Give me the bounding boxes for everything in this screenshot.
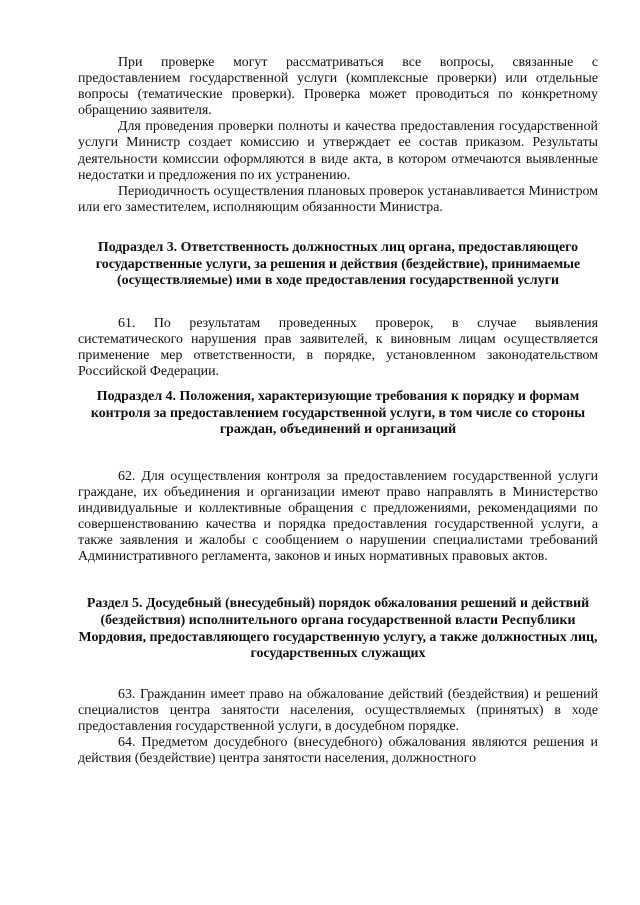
paragraph-inspection-scope: При проверке могут рассматриваться все вопросы, связанные с предоставлением государственной услуги (комплексные проверки) или отдельные вопросы (тематические проверки). Проверка может проводиться по конкретному обращению заявителя. <box>78 55 598 119</box>
paragraph-61: 61. По результатам проведенных проверок, в случае выявления систематического нарушения прав заявителей, к виновным лицам осуществляется применение мер ответственности, в порядке, установленном законодательством Российской Федерации. <box>78 315 598 379</box>
paragraph-63: 63. Гражданин имеет право на обжалование действий (бездействия) и решений специалистов центра занятости населения, осуществляемых (принятых) в ходе предоставления государственной услуги, в досудебном порядке. <box>78 686 598 734</box>
subsection-3-heading: Подраздел 3. Ответственность должностных лиц органа, предоставляющего государственные услуги, за решения и действия (бездействие), принимаемые (осуществляемые) ими в ходе предоставления государственной услуги <box>95 239 581 289</box>
subsection-4-heading: Подраздел 4. Положения, характеризующие требования к порядку и формам контроля за предоставлением государственной услуги, в том числе со стороны граждан, объединений и организаций <box>90 389 586 438</box>
paragraph-periodicity: Периодичность осуществления плановых проверок устанавливается Министром или его заместителем, исполняющим обязанности Министра. <box>78 183 598 215</box>
paragraph-64: 64. Предметом досудебного (внесудебного) обжалования являются решения и действия (бездействие) центра занятости населения, должностного <box>78 735 598 767</box>
paragraph-commission: Для проведения проверки полноты и качества предоставления государственной услуги Министр создает комиссию и утверждает ее состав приказом. Результаты деятельности комиссии оформляются в виде акта, в котором отмечаются выявленные недостатки и предложения по их устранению. <box>78 119 598 183</box>
paragraph-62: 62. Для осуществления контроля за предоставлением государственной услуги граждане, их объединения и организации имеют право направлять в Министерство индивидуальные и коллективные обращения с предложениями, рекомендациями по совершенствованию качества и порядка предоставления государственной услуги, а также заявления и жалобы с сообщением о нарушении специалистами требований Административного регламента, законов и иных нормативных правовых актов. <box>78 468 598 565</box>
section-5-heading: Раздел 5. Досудебный (внесудебный) порядок обжалования решений и действий (бездействия) исполнительного органа государственной власти Республики Мордовия, предоставляющего государственную услугу, а также должностных лиц, государственных служащих <box>78 596 598 662</box>
